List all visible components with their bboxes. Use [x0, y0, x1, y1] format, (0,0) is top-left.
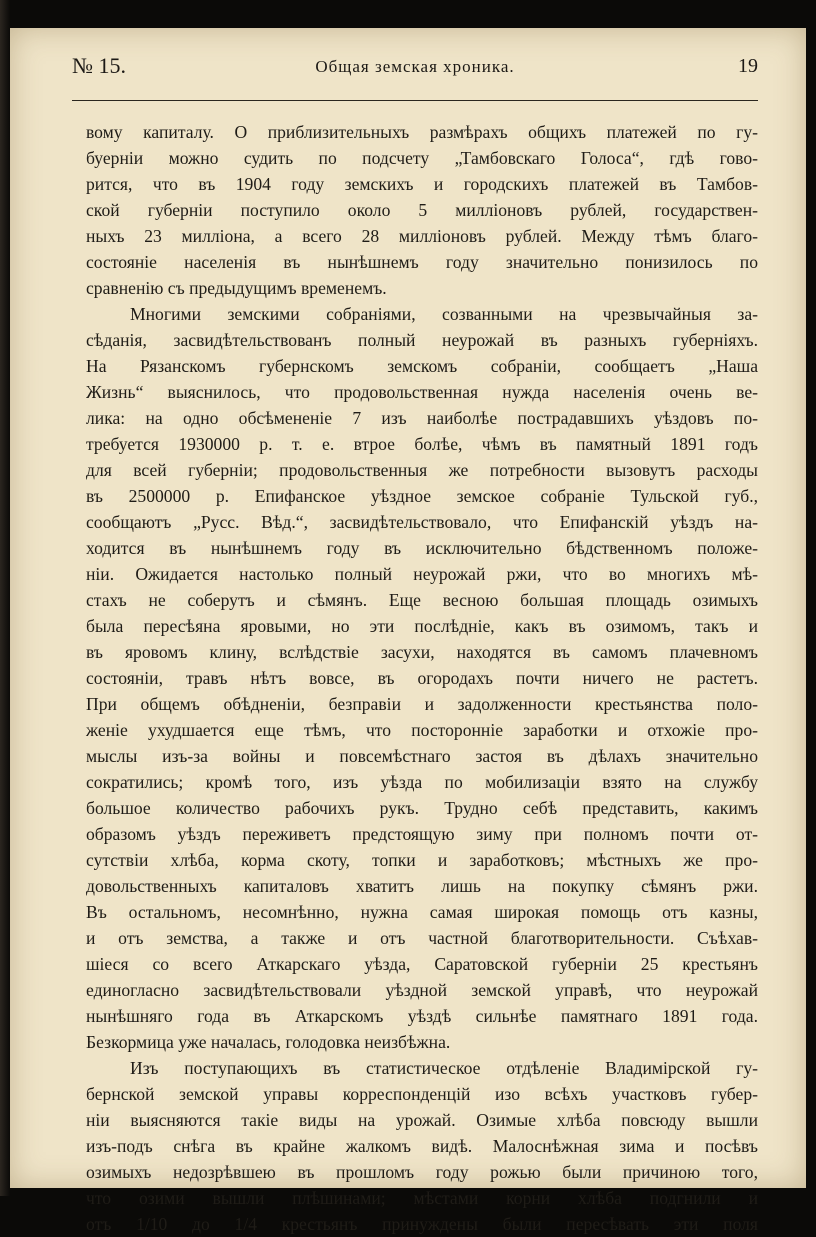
- text-line: въ яровомъ клину, вслѣдствіе засухи, находятся въ самомъ плачевномъ: [86, 642, 758, 662]
- text-line: ныхъ 23 милліона, а всего 28 милліоновъ рублей. Между тѣмъ благо-: [86, 226, 758, 246]
- text-line: сообщаютъ „Русс. Вѣд.“, засвидѣтельствовало, что Епифанскій уѣздъ на-: [86, 512, 758, 532]
- text-line: нынѣшняго года въ Аткарскомъ уѣздѣ сильнѣе памятнаго 1891 года.: [86, 1006, 758, 1026]
- text-line: что озими вышли плѣшинами; мѣстами корни хлѣба подгнили и: [86, 1188, 758, 1208]
- text-line: была пересѣяна яровыми, но эти послѣдніе, какъ въ озимомъ, такъ и: [86, 616, 758, 636]
- text-line: рится, что въ 1904 году земскихъ и городскихъ платежей въ Тамбов-: [86, 174, 758, 194]
- page-header: [72, 53, 758, 85]
- header-rule: [72, 100, 758, 101]
- text-line: сутствіи хлѣба, корма скоту, топки и заработковъ; мѣстныхъ же про-: [86, 850, 758, 870]
- text-line: состояніе населенія въ нынѣшнемъ году значительно понизилось по: [86, 252, 758, 272]
- text-line: бернской земской управы корреспонденцій изо всѣхъ участковъ губер-: [86, 1084, 758, 1104]
- text-line: отъ 1/10 до 1/4 крестьянъ принуждены были пересѣвать эти поля: [86, 1214, 758, 1234]
- text-line: ской губерніи поступило около 5 милліоновъ рублей, государствен-: [86, 200, 758, 220]
- issue-number: № 15.: [72, 53, 126, 78]
- text-line: сократились; кромѣ того, изъ уѣзда по мобилизаціи взято на службу: [86, 772, 758, 792]
- text-line: образомъ уѣздъ переживетъ предстоящую зиму при полномъ почти от-: [86, 824, 758, 844]
- body-text: [86, 119, 758, 1237]
- text-line: озимыхъ недозрѣвшею въ прошломъ году рожью были причиною того,: [86, 1162, 758, 1182]
- text-line: состояніи, травъ нѣтъ вовсе, въ огородахъ почти ничего не растетъ.: [86, 668, 758, 688]
- text-line: При общемъ обѣдненіи, безправіи и задолженности крестьянства поло-: [86, 694, 758, 714]
- text-line: для всей губерніи; продовольственныя же потребности вызовутъ расходы: [86, 460, 758, 480]
- text-line: ходится въ нынѣшнемъ году въ исключительно бѣдственномъ положе-: [86, 538, 758, 558]
- text-line: большое количество рабочихъ рукъ. Трудно себѣ представить, какимъ: [86, 798, 758, 818]
- text-line: На Рязанскомъ губернскомъ земскомъ собраніи, сообщаетъ „Наша: [86, 356, 758, 376]
- text-line: лика: на одно обсѣмененіе 7 изъ наиболѣе пострадавшихъ уѣздовъ по-: [86, 408, 758, 428]
- text-line: Въ остальномъ, несомнѣнно, нужна самая широкая помощь отъ казны,: [86, 902, 758, 922]
- page-number: 19: [738, 55, 758, 77]
- text-line: единогласно засвидѣтельствовали уѣздной земской управѣ, что неурожай: [86, 980, 758, 1000]
- text-line: вому капиталу. О приблизительныхъ размѣрахъ общихъ платежей по гу-: [86, 122, 758, 142]
- text-line: Изъ поступающихъ въ статистическое отдѣленіе Владимірской гу-: [130, 1058, 758, 1078]
- text-line: буерніи можно судить по подсчету „Тамбовскаго Голоса“, гдѣ гово-: [86, 148, 758, 168]
- text-line: довольственныхъ капиталовъ хватитъ лишь на покупку сѣмянъ ржи.: [86, 876, 758, 896]
- text-line: ніи выясняются такіе виды на урожай. Озимые хлѣба повсюду вышли: [86, 1110, 758, 1130]
- text-line: стахъ не соберутъ и сѣмянъ. Еще весною большая площадь озимыхъ: [86, 590, 758, 610]
- text-line: и отъ земства, а также и отъ частной благотворительности. Съѣхав-: [86, 928, 758, 948]
- text-line: шіеся со всего Аткарскаго уѣзда, Саратовской губерніи 25 крестьянъ: [86, 954, 758, 974]
- text-line: женіе ухудшается еще тѣмъ, что посторонніе заработки и отхожіе про-: [86, 720, 758, 740]
- running-title: Общая земская хроника.: [315, 57, 515, 76]
- text-line: требуется 1930000 р. т. е. втрое болѣе, чѣмъ въ памятный 1891 годъ: [86, 434, 758, 454]
- text-line: ніи. Ожидается настолько полный неурожай ржи, что во многихъ мѣ-: [86, 564, 758, 584]
- text-line: сѣданія, засвидѣтельствованъ полный неурожай въ разныхъ губерніяхъ.: [86, 330, 758, 350]
- text-line: въ 2500000 р. Епифанское уѣздное земское собраніе Тульской губ.,: [86, 486, 758, 506]
- text-line: сравненію съ предыдущимъ временемъ.: [86, 278, 387, 298]
- text-line: Безкормица уже началась, голодовка неизбѣжна.: [86, 1032, 451, 1052]
- text-line: Многими земскими собраніями, созванными на чрезвычайныя за-: [130, 304, 758, 324]
- text-line: мыслы изъ-за войны и повсемѣстнаго застоя въ дѣлахъ значительно: [86, 746, 758, 766]
- text-line: Жизнь“ выяснилось, что продовольственная нужда населенія очень ве-: [86, 382, 758, 402]
- book-gutter: [0, 0, 10, 1196]
- text-line: изъ-подъ снѣга въ крайне жалкомъ видѣ. Малоснѣжная зима и посѣвъ: [86, 1136, 758, 1156]
